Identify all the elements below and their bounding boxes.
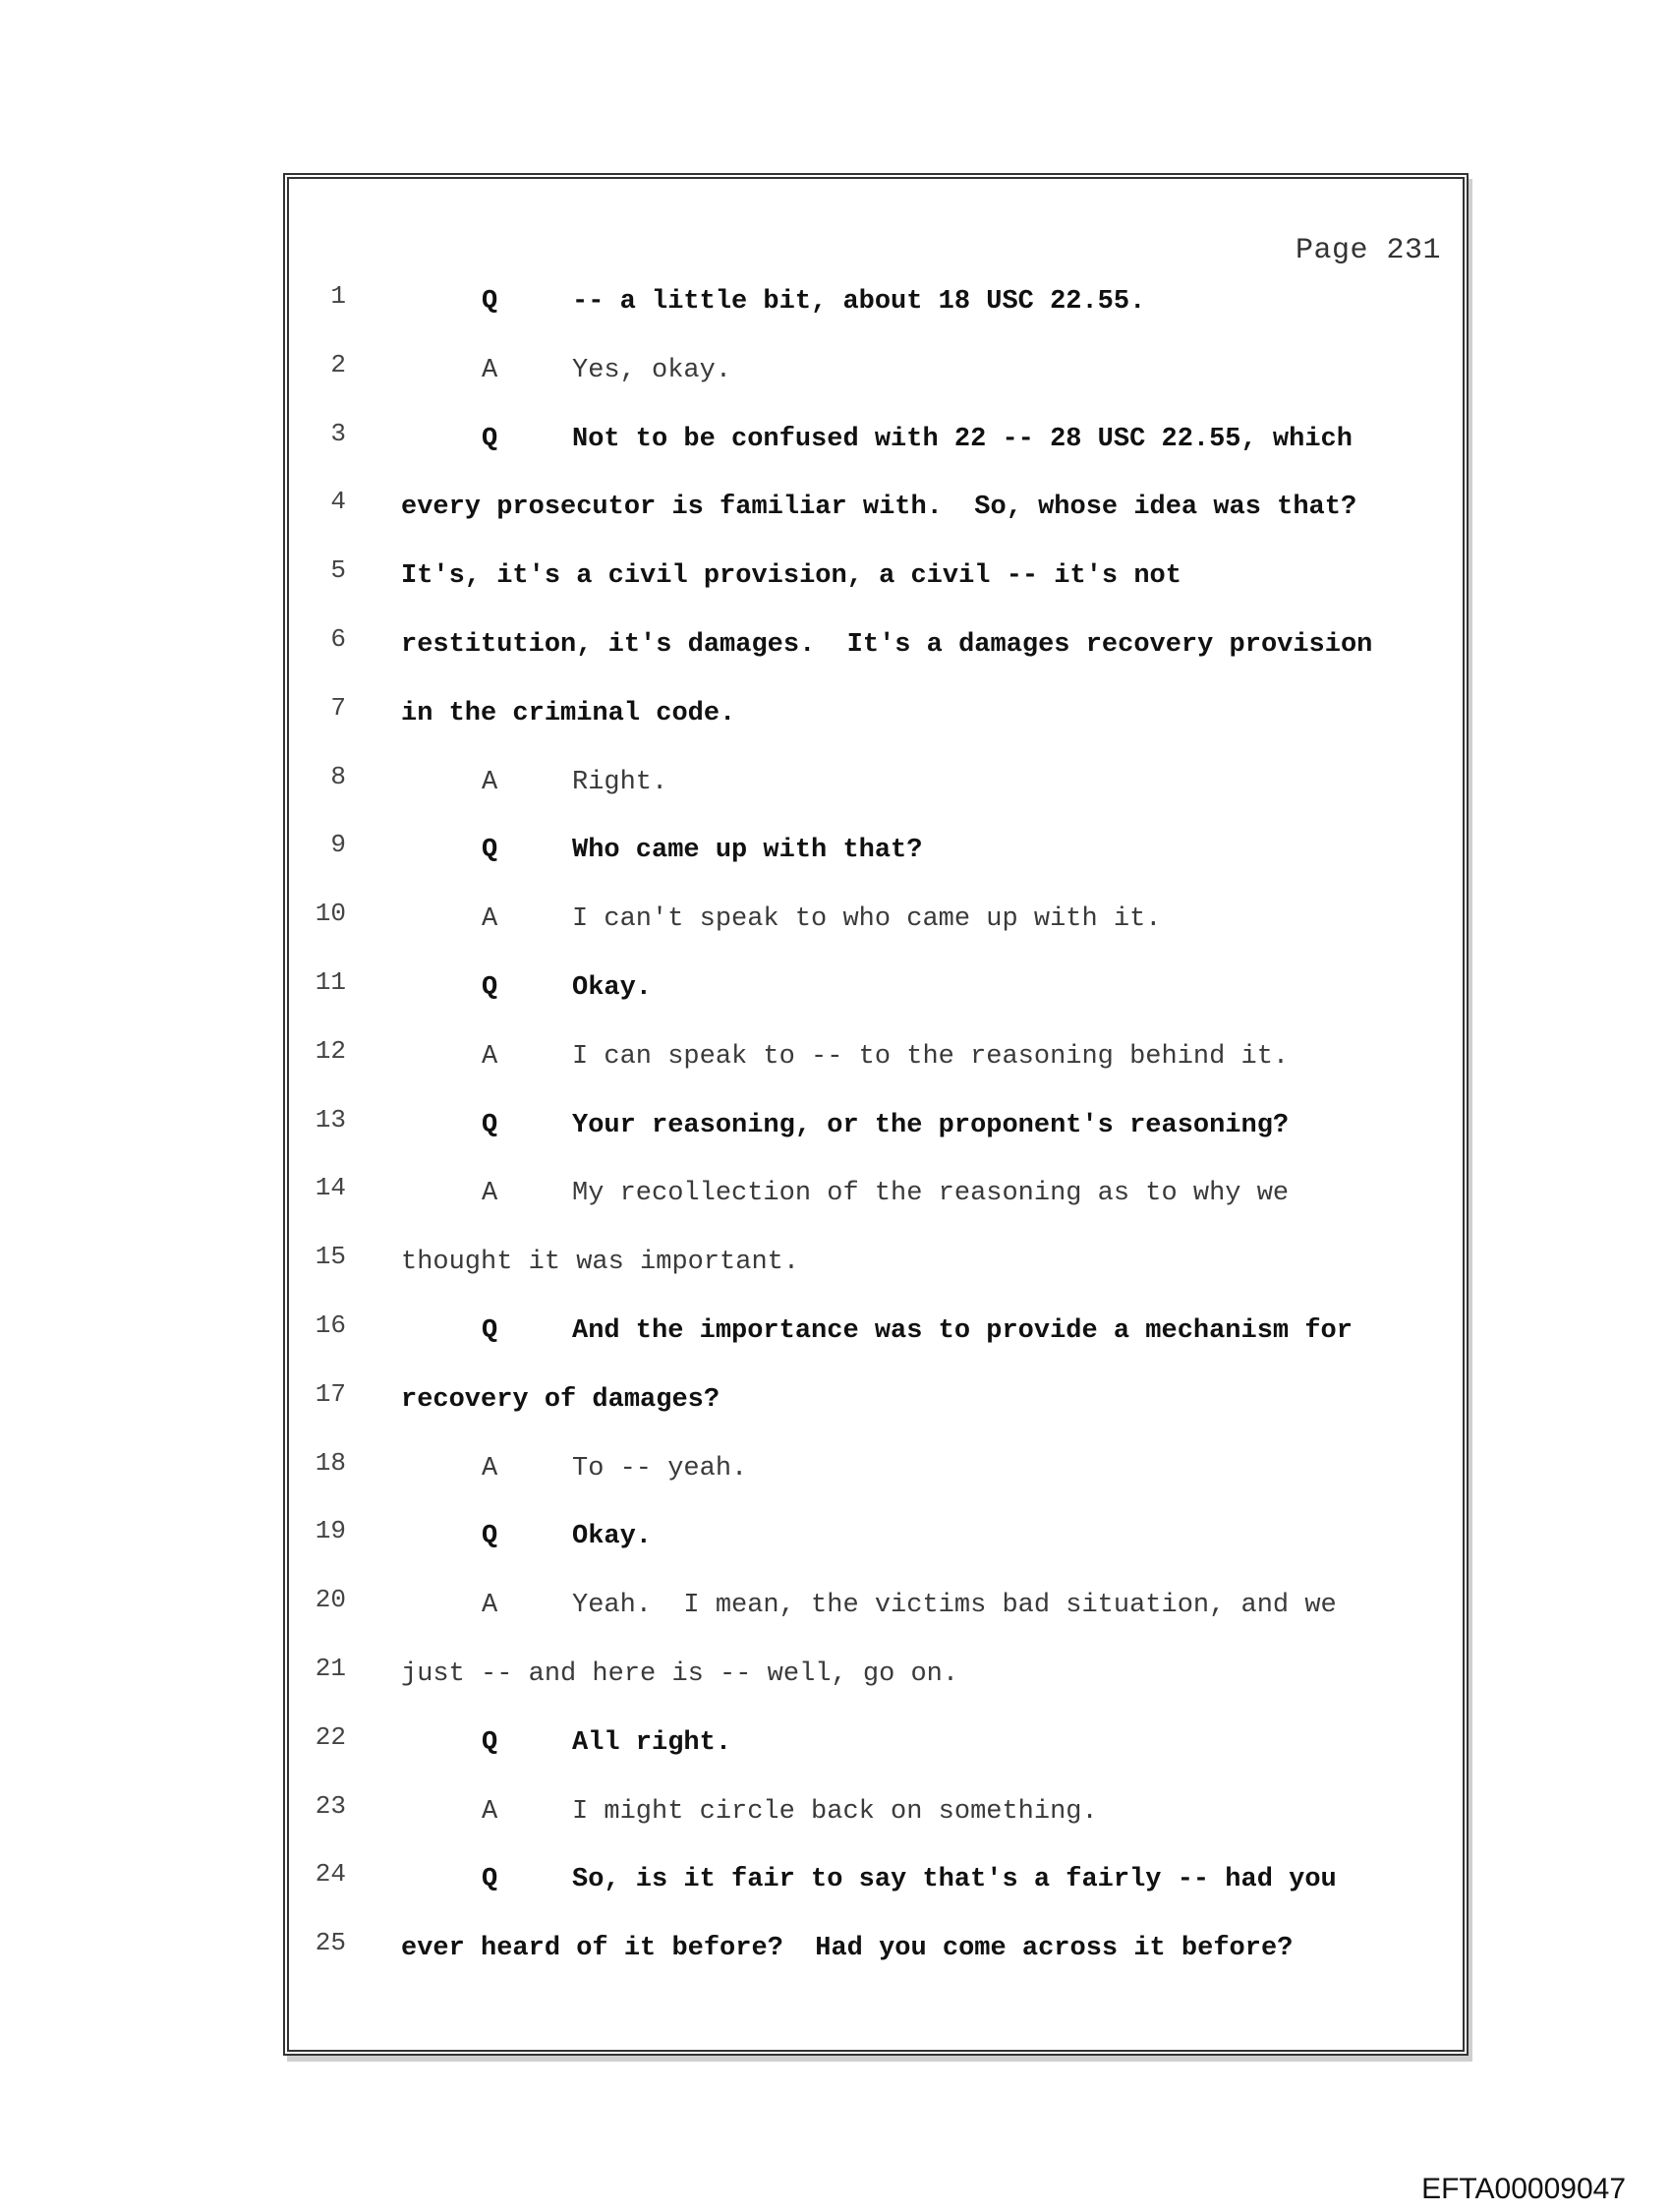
speaker-label: A	[482, 1796, 498, 1827]
line-text: Not to be confused with 22 -- 28 USC 22.55, which	[572, 424, 1353, 454]
line-text: My recollection of the reasoning as to why we	[572, 1179, 1290, 1209]
line-text: just -- and here is -- well, go on.	[401, 1659, 959, 1689]
transcript-line	[289, 1787, 1463, 1856]
speaker-label: Q	[482, 287, 498, 317]
line-text: Okay.	[572, 972, 653, 1003]
line-number: 8	[330, 761, 346, 791]
line-number: 11	[315, 966, 346, 997]
line-number: 16	[315, 1310, 346, 1340]
document-id-footer: EFTA00009047	[1421, 2173, 1626, 2205]
transcript-line	[289, 1032, 1463, 1101]
transcript-line	[289, 826, 1463, 895]
transcript-line	[289, 1718, 1463, 1787]
line-number: 25	[315, 1928, 346, 1958]
transcript-line	[289, 1101, 1463, 1170]
line-number: 17	[315, 1378, 346, 1409]
transcript-line	[289, 620, 1463, 689]
transcript-line	[289, 689, 1463, 758]
speaker-label: Q	[482, 1522, 498, 1552]
transcript-line	[289, 1375, 1463, 1444]
speaker-label: A	[482, 1453, 498, 1484]
line-number: 14	[315, 1173, 346, 1203]
transcript-line	[289, 483, 1463, 552]
line-number: 5	[330, 555, 346, 586]
line-text: To -- yeah.	[572, 1453, 748, 1484]
line-text: ever heard of it before? Had you come across it before?	[401, 1934, 1294, 1964]
line-text: Okay.	[572, 1522, 653, 1552]
line-number: 9	[330, 830, 346, 860]
speaker-label: A	[482, 355, 498, 385]
line-text: in the criminal code.	[401, 698, 736, 728]
line-number: 1	[330, 281, 346, 311]
line-text: Yes, okay.	[572, 355, 732, 385]
line-number: 13	[315, 1104, 346, 1135]
line-number: 22	[315, 1721, 346, 1752]
speaker-label: A	[482, 904, 498, 935]
line-text: thought it was important.	[401, 1248, 800, 1278]
transcript-line	[289, 1581, 1463, 1650]
line-text: All right.	[572, 1727, 732, 1758]
line-number: 24	[315, 1859, 346, 1890]
line-text: I might circle back on something.	[572, 1796, 1098, 1827]
speaker-label: Q	[482, 1865, 498, 1895]
transcript-line	[289, 1512, 1463, 1581]
line-text: I can't speak to who came up with it.	[572, 904, 1162, 935]
line-number: 15	[315, 1242, 346, 1272]
speaker-label: A	[482, 1179, 498, 1209]
transcript-line	[289, 1855, 1463, 1924]
line-text: Yeah. I mean, the victims bad situation, and we	[572, 1591, 1337, 1621]
transcript-line	[289, 346, 1463, 415]
line-number: 19	[315, 1516, 346, 1546]
speaker-label: Q	[482, 1315, 498, 1346]
line-text: restitution, it's damages. It's a damages recovery provision	[401, 629, 1373, 660]
line-number: 20	[315, 1585, 346, 1615]
transcript-line	[289, 1924, 1463, 1993]
line-text: recovery of damages?	[401, 1384, 720, 1415]
speaker-label: Q	[482, 972, 498, 1003]
line-number: 2	[330, 349, 346, 379]
transcript-line	[289, 1307, 1463, 1375]
transcript-line	[289, 963, 1463, 1032]
speaker-label: A	[482, 1041, 498, 1072]
line-text: -- a little bit, about 18 USC 22.55.	[572, 287, 1146, 317]
line-number: 7	[330, 692, 346, 723]
transcript-line	[289, 415, 1463, 484]
line-text: Right.	[572, 767, 668, 797]
line-number: 23	[315, 1790, 346, 1821]
transcript-line	[289, 277, 1463, 346]
speaker-label: Q	[482, 836, 498, 866]
line-number: 4	[330, 487, 346, 517]
transcript-line	[289, 1169, 1463, 1238]
line-number: 3	[330, 418, 346, 448]
line-text: every prosecutor is familiar with. So, whose idea was that?	[401, 493, 1357, 523]
transcript-line	[289, 758, 1463, 827]
line-number: 10	[315, 899, 346, 929]
transcript-lines	[289, 277, 1463, 1993]
transcript-line	[289, 1650, 1463, 1718]
transcript-line	[289, 552, 1463, 620]
transcript-page	[283, 173, 1469, 2056]
line-number: 21	[315, 1653, 346, 1683]
speaker-label: Q	[482, 1110, 498, 1140]
line-text: I can speak to -- to the reasoning behind it.	[572, 1041, 1290, 1072]
line-text: Who came up with that?	[572, 836, 923, 866]
line-text: Your reasoning, or the proponent's reasoning?	[572, 1110, 1290, 1140]
transcript-line	[289, 1444, 1463, 1513]
transcript-line	[289, 895, 1463, 963]
line-number: 6	[330, 623, 346, 654]
line-text: It's, it's a civil provision, a civil -- it's not	[401, 561, 1181, 592]
line-text: And the importance was to provide a mechanism for	[572, 1315, 1353, 1346]
page-number: Page 231	[1295, 234, 1441, 267]
speaker-label: Q	[482, 424, 498, 454]
speaker-label: Q	[482, 1727, 498, 1758]
speaker-label: A	[482, 767, 498, 797]
transcript-line	[289, 1238, 1463, 1307]
line-number: 18	[315, 1447, 346, 1478]
line-text: So, is it fair to say that's a fairly -- had you	[572, 1865, 1337, 1895]
line-number: 12	[315, 1035, 346, 1066]
speaker-label: A	[482, 1591, 498, 1621]
